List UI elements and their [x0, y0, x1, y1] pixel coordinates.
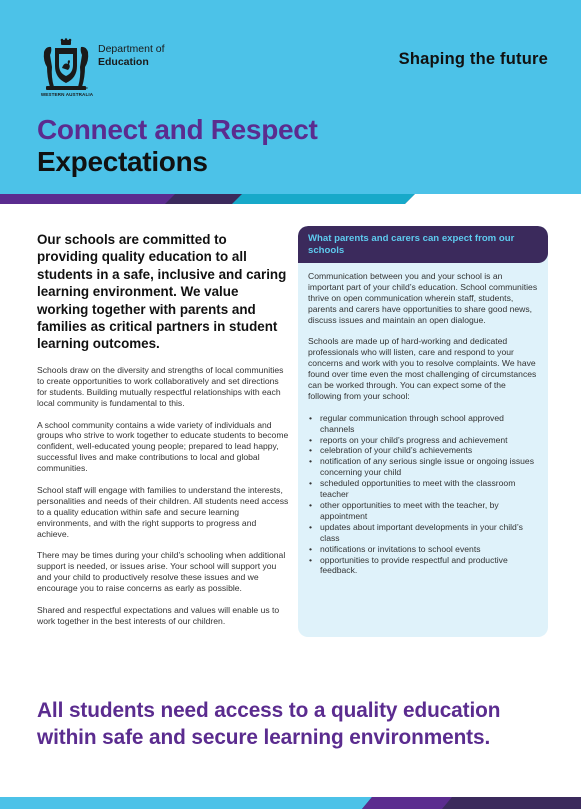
list-item: • other opportunities to meet with the teacher, by appointment — [308, 500, 538, 522]
header-banner — [0, 0, 581, 194]
panel-body — [298, 263, 548, 576]
intro-statement: Our schools are committed to providing quality education to all students in a safe, inclusive and caring learning environment. We value working together with parents and families as critical partners in student learning outcomes. — [37, 232, 287, 352]
government-label — [34, 86, 100, 97]
body-paragraph: Schools draw on the diversity and strengths of local communities to create opportunities to work collaboratively and set directions for students. Building mutually respectful relationships with each local community is fundamental to this. — [37, 365, 284, 408]
department-line-2: Education — [98, 56, 149, 68]
government-line-2: WESTERN AUSTRALIA — [40, 91, 94, 97]
department-name — [98, 43, 165, 69]
list-item: • regular communication through school approved channels — [308, 413, 538, 435]
body-paragraph: There may be times during your child’s schooling when additional support is needed, or issues arise. Your school will support you and your child to productively resolve these issues and we encourage you to raise concerns as early as possible. — [37, 550, 286, 594]
page-title-line-2: Expectations — [37, 146, 208, 177]
body-text-column — [37, 365, 289, 638]
tagline: Shaping the future — [398, 50, 548, 68]
decorative-stripe-bottom — [0, 797, 581, 809]
panel-paragraph: Communication between you and your school is an important part of your child’s education. School communities thrive on open communication wherein staff, students, parents and carers have opportunities to share good news, discuss issues and maintain an open dialogue. — [308, 271, 538, 325]
government-line-1: GOVERNMENT OF — [46, 86, 88, 91]
panel-heading: What parents and carers can expect from our schools — [298, 226, 548, 263]
body-paragraph: A school community contains a wide variety of individuals and groups who strive to work together to educate students to become confident, well-educated young people; prepared to lead happy, successful lives and make contributions to local and global communities. — [37, 419, 289, 474]
list-item: • notifications or invitations to school events — [308, 544, 538, 555]
list-item: • notification of any serious single issue or ongoing issues concerning your child — [308, 456, 538, 478]
department-line-1: Department of — [98, 43, 165, 55]
panel-paragraph: Schools are made up of hard-working and dedicated professionals who will listen, care and respond to your concerns and work with you to resolve complaints. We have found over time even the most challenging of circumstances can be worked through. You can expect some of the following from your school: — [308, 336, 537, 401]
body-paragraph: Shared and respectful expectations and values will enable us to work together in the best interests of our children. — [37, 604, 280, 626]
page-title-line-1: Connect and Respect — [37, 114, 318, 145]
pull-quote: All students need access to a quality education within safe and secure learning environments. — [37, 699, 501, 749]
body-paragraph: School staff will engage with families to understand the interests, personalities and needs of their children. All students need access to a quality education within safe and secure learning environments, and with the right supports to progress and achieve. — [37, 484, 289, 539]
decorative-stripe-top — [0, 194, 581, 204]
expectations-list — [308, 413, 538, 577]
list-item: • celebration of your child’s achievements — [308, 445, 538, 456]
list-item: • opportunities to provide respectful and productive feedback. — [308, 555, 538, 577]
list-item: • reports on your child’s progress and achievement — [308, 435, 538, 446]
list-item: • updates about important developments in your child’s class — [308, 522, 538, 544]
expectations-panel — [298, 226, 548, 637]
list-item: • scheduled opportunities to meet with the classroom teacher — [308, 478, 538, 500]
